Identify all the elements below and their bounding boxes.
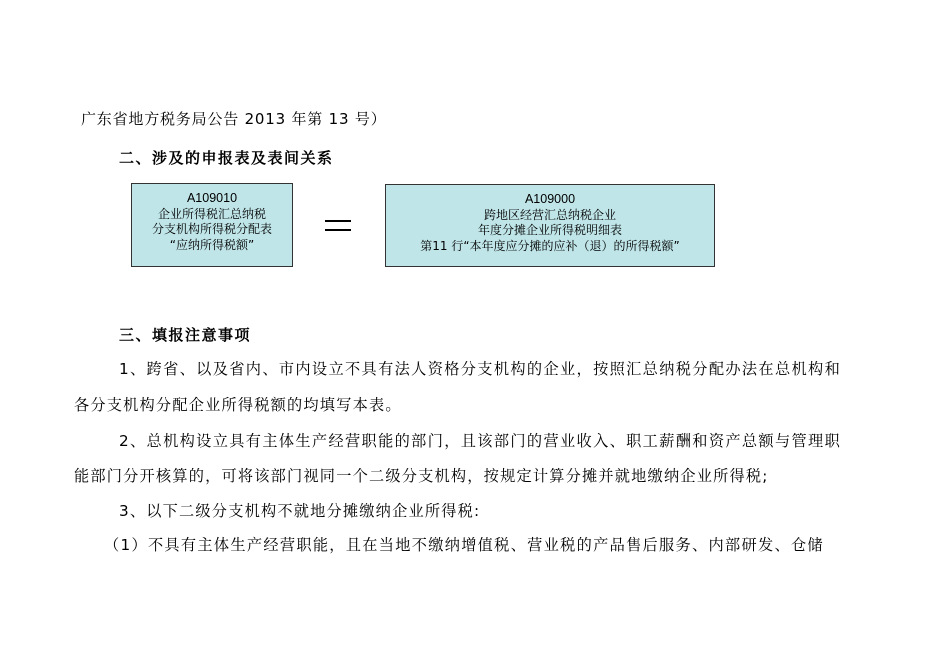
paragraph-line: （1）不具有主体生产经营职能，且在当地不缴纳增值税、营业税的产品售后服务、内部研发、仓储 — [104, 536, 824, 554]
paragraph-line: 3、以下二级分支机构不就地分摊缴纳企业所得税: — [119, 502, 481, 520]
form-title-line: 企业所得税汇总纳税 — [157, 206, 266, 221]
form-title-line: 年度分摊企业所得税明细表 — [477, 223, 622, 237]
section-heading-forms: 二、涉及的申报表及表间关系 — [119, 149, 334, 167]
form-title-line: 跨地区经营汇总纳税企业 — [483, 207, 616, 222]
paragraph-line: 各分支机构分配企业所得税额的均填写本表。 — [74, 396, 402, 414]
section-heading-notes: 三、填报注意事项 — [119, 326, 252, 344]
announcement-reference: 广东省地方税务局公告 2013 年第 13 号） — [81, 110, 387, 128]
form-code: A109000 — [524, 192, 576, 206]
form-title-line: 分支机构所得税分配表 — [151, 222, 272, 236]
equals-sign — [325, 220, 351, 232]
form-field-name: 第11 行“本年度应分摊的应补（退）的所得税额” — [420, 238, 680, 253]
paragraph-line: 能部门分开核算的，可将该部门视同一个二级分支机构，按规定计算分摊并就地缴纳企业所得税; — [74, 467, 769, 485]
paragraph-line: 1、跨省、以及省内、市内设立不具有法人资格分支机构的企业，按照汇总纳税分配办法在总机构和 — [119, 360, 842, 378]
form-field-name: “应纳所得税额” — [169, 237, 255, 252]
paragraph-line: 2、总机构设立具有主体生产经营职能的部门，且该部门的营业收入、职工薪酬和资产总额与管理职 — [119, 432, 842, 450]
form-box-a109000 — [385, 184, 715, 267]
form-box-a109010 — [131, 183, 293, 267]
form-code: A109010 — [186, 191, 238, 205]
